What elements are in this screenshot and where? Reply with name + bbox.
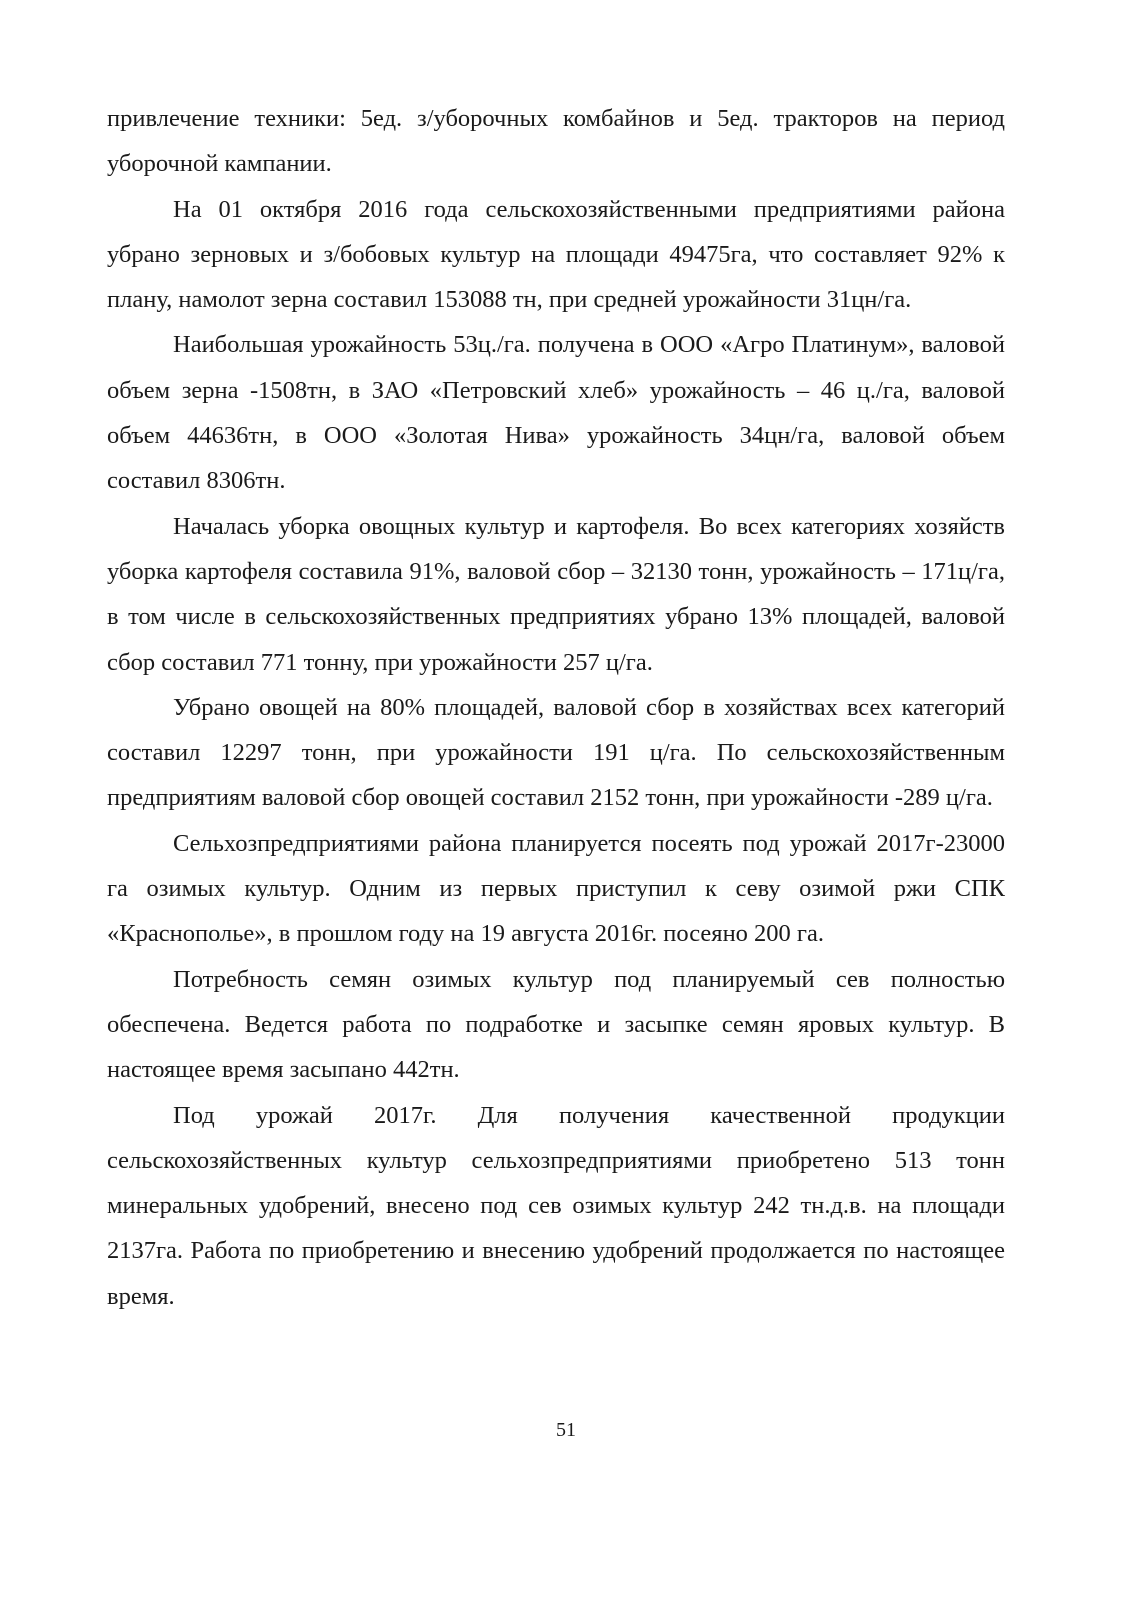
paragraph-potato-harvest: Началась уборка овощных культур и картофеля. Во всех категориях хозяйств уборка картофеля составила 91%, валовой сбор – 32130 тонн, урожайность – 171ц/га, в том числе в сельскохозяйственных предприятиях убрано 13% площадей, валовой сбор составил 771 тонну, при урожайности 257 ц/га. <box>107 512 1005 676</box>
page-body <box>107 96 1005 1319</box>
page-number: 51 <box>556 1419 576 1441</box>
paragraph-fertilizers: Под урожай 2017г. Для получения качественной продукции сельскохозяйственных культур сельхозпредприятиями приобретено 513 тонн минеральных удобрений, внесено под сев озимых культур 242 тн.д.в. на площади 2137га. Работа по приобретению и внесению удобрений продолжается по настоящее время. <box>107 1101 1005 1310</box>
paragraph-top-yields: Наибольшая урожайность 53ц./га. получена в ООО «Агро Платинум», валовой объем зерна -1508тн, в ЗАО «Петровский хлеб» урожайность – 46 ц./га, валовой объем 44636тн, в ООО «Золотая Нива» урожайность 34цн/га, валовой объем составил 8306тн. <box>107 331 1005 495</box>
paragraph-continuation: привлечение техники: 5ед. з/уборочных комбайнов и 5ед. тракторов на период уборочной кампании. <box>107 105 1005 178</box>
paragraph-grain-harvest: На 01 октября 2016 года сельскохозяйственными предприятиями района убрано зерновых и з/бобовых культур на площади 49475га, что составляет 92% к плану, намолот зерна составил 153088 тн, при средней урожайности 31цн/га. <box>107 195 1005 314</box>
paragraph-vegetable-harvest: Убрано овощей на 80% площадей, валовой сбор в хозяйствах всех категорий составил 12297 тонн, при урожайности 191 ц/га. По сельскохозяйственным предприятиям валовой сбор овощей составил 2152 тонн, при урожайности -289 ц/га. <box>107 693 1005 812</box>
paragraph-winter-sowing: Сельхозпредприятиями района планируется посеять под урожай 2017г-23000 га озимых культур. Одним из первых приступил к севу озимой ржи СПК «Краснополье», в прошлом году на 19 августа 2016г. посеяно 200 га. <box>107 829 1005 948</box>
paragraph-seed-supply: Потребность семян озимых культур под планируемый сев полностью обеспечена. Ведется работа по подработке и засыпке семян яровых культур. В настоящее время засыпано 442тн. <box>107 965 1005 1084</box>
